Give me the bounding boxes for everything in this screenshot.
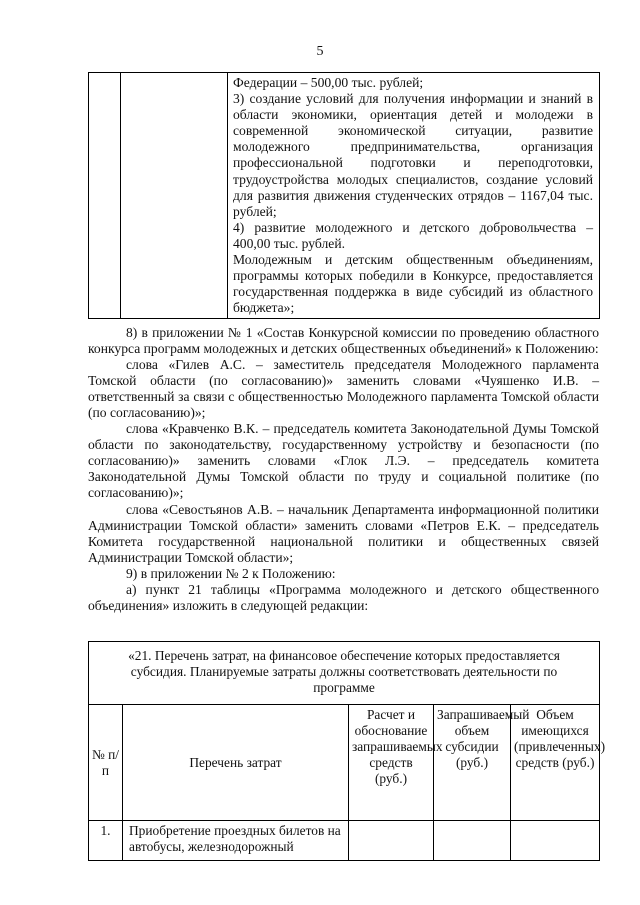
page-number: 5 bbox=[316, 44, 324, 59]
header-num: № п/п bbox=[89, 705, 123, 821]
continuation-line: 4) развитие молодежного и детского добровольчества – 400,00 тыс. рублей. bbox=[233, 219, 593, 251]
body-paragraph: слова «Севостьянов А.В. – начальник Департамента информационной политики Администрации Томской области» заменить словами «Петров Е.К. – председатель Комитета государственной национальной политики и общественных связей Администрации Томской области»; bbox=[88, 501, 599, 565]
continuation-line: Молодежным и детским общественным объединениям, программы которых победили в Конкурсе, предоставляется государственная поддержка в виде субсидий из областного бюджета»; bbox=[233, 252, 593, 316]
header-available: Объем имеющихся (привлеченных) средств (руб.) bbox=[511, 705, 600, 821]
body-paragraph: 9) в приложении № 2 к Положению: bbox=[126, 565, 336, 581]
continuation-line: Федерации – 500,00 тыс. рублей; bbox=[233, 75, 424, 90]
continuation-table-num-cell bbox=[89, 73, 121, 319]
header-requested: Запрашиваемый объем субсидии (руб.) bbox=[434, 705, 511, 821]
continuation-line: 3) создание условий для получения информации и знаний в области экономики, ориентация детей и молодежи в современной экономической ситуации, развитие молодежного предпринимательства, организация профессиональной подготовки и переподготовки, трудоустройства молодых специалистов, создание условий для развития движения студенческих отрядов – 1167,04 тыс. рублей; bbox=[233, 91, 593, 219]
body-paragraph: 8) в приложении № 1 «Состав Конкурсной комиссии по проведению областного конкурса программ молодежных и детских общественных объединений» к Положению: bbox=[88, 325, 599, 357]
body-paragraph: а) пункт 21 таблицы «Программа молодежного и детского общественного объединения» изложить в следующей редакции: bbox=[88, 581, 599, 613]
expenses-table bbox=[88, 641, 606, 861]
document-body bbox=[88, 325, 599, 614]
expenses-table-title: «21. Перечень затрат, на финансовое обеспечение которых предоставляется субсидия. Планируемые затраты должны соответствовать деятельности по программе bbox=[89, 642, 600, 705]
table-row-requested bbox=[434, 821, 511, 861]
body-paragraph: слова «Кравченко В.К. – председатель комитета Законодательной Думы Томской области по законодательству, государственному устройству и безопасности (по согласованию)» заменить словами «Глок Л.Э. – председатель комитета Законодательной Думы Томской области по труду и социальной политике (по согласованию)»; bbox=[88, 421, 599, 501]
header-list: Перечень затрат bbox=[123, 705, 349, 821]
table-row-available bbox=[511, 821, 600, 861]
table-row-calc bbox=[349, 821, 434, 861]
table-row-text: Приобретение проездных билетов на автобусы, железнодорожный bbox=[123, 821, 349, 861]
table-row-num: 1. bbox=[89, 821, 123, 861]
header-calc: Расчет и обоснование запрашиваемых средств (руб.) bbox=[349, 705, 434, 821]
body-paragraph: слова «Гилев А.С. – заместитель председателя Молодежного парламента Томской области (по согласованию)» заменить словами «Чуяшенко И.В. – ответственный за связи с общественностью Молодежного парламента Томской области (по согласованию)»; bbox=[88, 357, 599, 421]
continuation-table bbox=[88, 72, 600, 319]
continuation-table-name-cell bbox=[121, 73, 228, 319]
continuation-table-text-cell bbox=[228, 73, 600, 319]
